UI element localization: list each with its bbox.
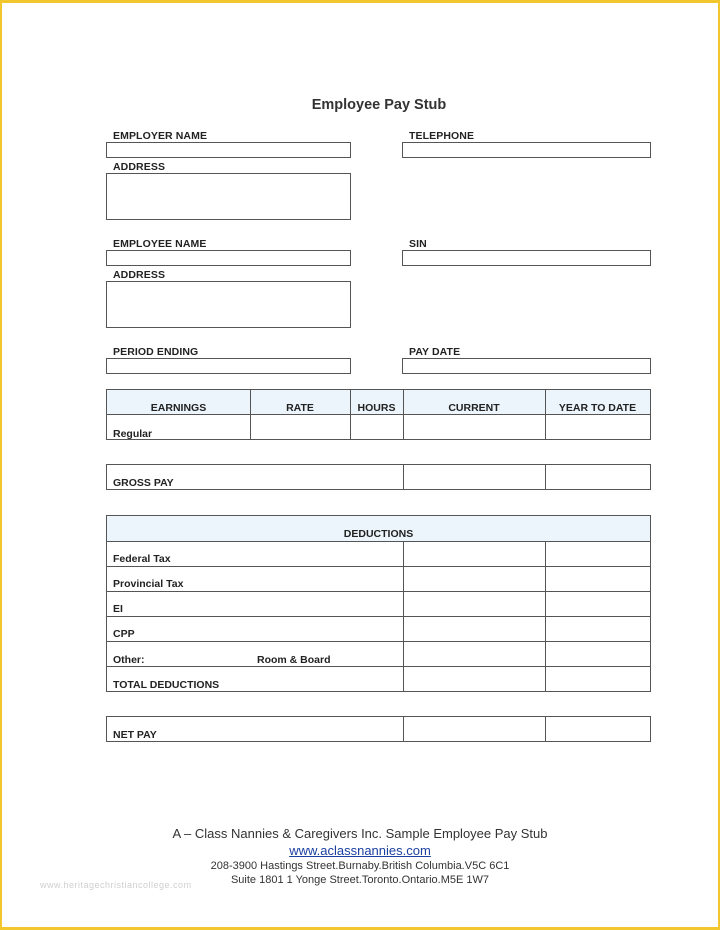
gross-pay-label: GROSS PAY	[113, 477, 174, 489]
employer-name-label: EMPLOYER NAME	[113, 130, 208, 142]
room-board-label: Room & Board	[257, 654, 331, 666]
employee-address-label: ADDRESS	[113, 269, 166, 281]
col-divider	[403, 717, 404, 741]
page-title: Employee Pay Stub	[311, 97, 447, 113]
row-divider	[107, 641, 650, 642]
employer-address-field[interactable]	[106, 173, 351, 220]
sin-label: SIN	[409, 238, 427, 250]
employer-name-field[interactable]	[106, 142, 351, 158]
footer-address-line: 208-3900 Hastings Street.Burnaby.British Columbia.V5C 6C1	[210, 860, 510, 872]
row-divider	[107, 666, 650, 667]
regular-row-label: Regular	[113, 428, 153, 440]
gross-pay-table	[106, 464, 651, 490]
employee-address-field[interactable]	[106, 281, 351, 328]
row-divider	[107, 541, 650, 542]
col-divider	[545, 390, 546, 439]
deductions-table	[106, 515, 651, 692]
employer-address-label: ADDRESS	[113, 161, 166, 173]
pay-date-label: PAY DATE	[409, 346, 461, 358]
row-divider	[107, 566, 650, 567]
col-divider	[350, 390, 351, 439]
telephone-label: TELEPHONE	[409, 130, 475, 142]
ei-label: EI	[113, 603, 123, 615]
employee-name-label: EMPLOYEE NAME	[113, 238, 207, 250]
col-divider	[545, 717, 546, 741]
net-pay-table	[106, 716, 651, 742]
earnings-divider	[107, 414, 650, 415]
period-ending-label: PERIOD ENDING	[113, 346, 199, 358]
rate-column-header: RATE	[286, 402, 314, 414]
footer-company-line: A – Class Nannies & Caregivers Inc. Sample Employee Pay Stub	[172, 826, 548, 841]
col-divider	[403, 465, 404, 489]
col-divider	[545, 541, 546, 691]
federal-tax-label: Federal Tax	[113, 553, 171, 565]
col-divider	[403, 390, 404, 439]
footer-website-link[interactable]: www.aclassnannies.com	[289, 843, 431, 858]
total-deductions-label: TOTAL DEDUCTIONS	[113, 679, 220, 691]
col-divider	[403, 541, 404, 691]
hours-column-header: HOURS	[357, 402, 396, 414]
row-divider	[107, 591, 650, 592]
current-column-header: CURRENT	[448, 402, 500, 414]
ytd-column-header: YEAR TO DATE	[558, 402, 637, 414]
pay-date-field[interactable]	[402, 358, 651, 374]
earnings-column-header: EARNINGS	[150, 402, 207, 414]
cpp-label: CPP	[113, 628, 135, 640]
telephone-field[interactable]	[402, 142, 651, 158]
earnings-table	[106, 389, 651, 440]
col-divider	[250, 390, 251, 439]
footer-address-line-2: Suite 1801 1 Yonge Street.Toronto.Ontario.M5E 1W7	[230, 874, 490, 886]
provincial-tax-label: Provincial Tax	[113, 578, 184, 590]
deductions-header: DEDUCTIONS	[343, 528, 414, 540]
col-divider	[545, 465, 546, 489]
watermark: www.heritagechristiancollege.com	[40, 880, 192, 890]
sin-field[interactable]	[402, 250, 651, 266]
other-label: Other:	[113, 654, 145, 666]
row-divider	[107, 616, 650, 617]
employee-name-field[interactable]	[106, 250, 351, 266]
period-ending-field[interactable]	[106, 358, 351, 374]
net-pay-label: NET PAY	[113, 729, 157, 741]
